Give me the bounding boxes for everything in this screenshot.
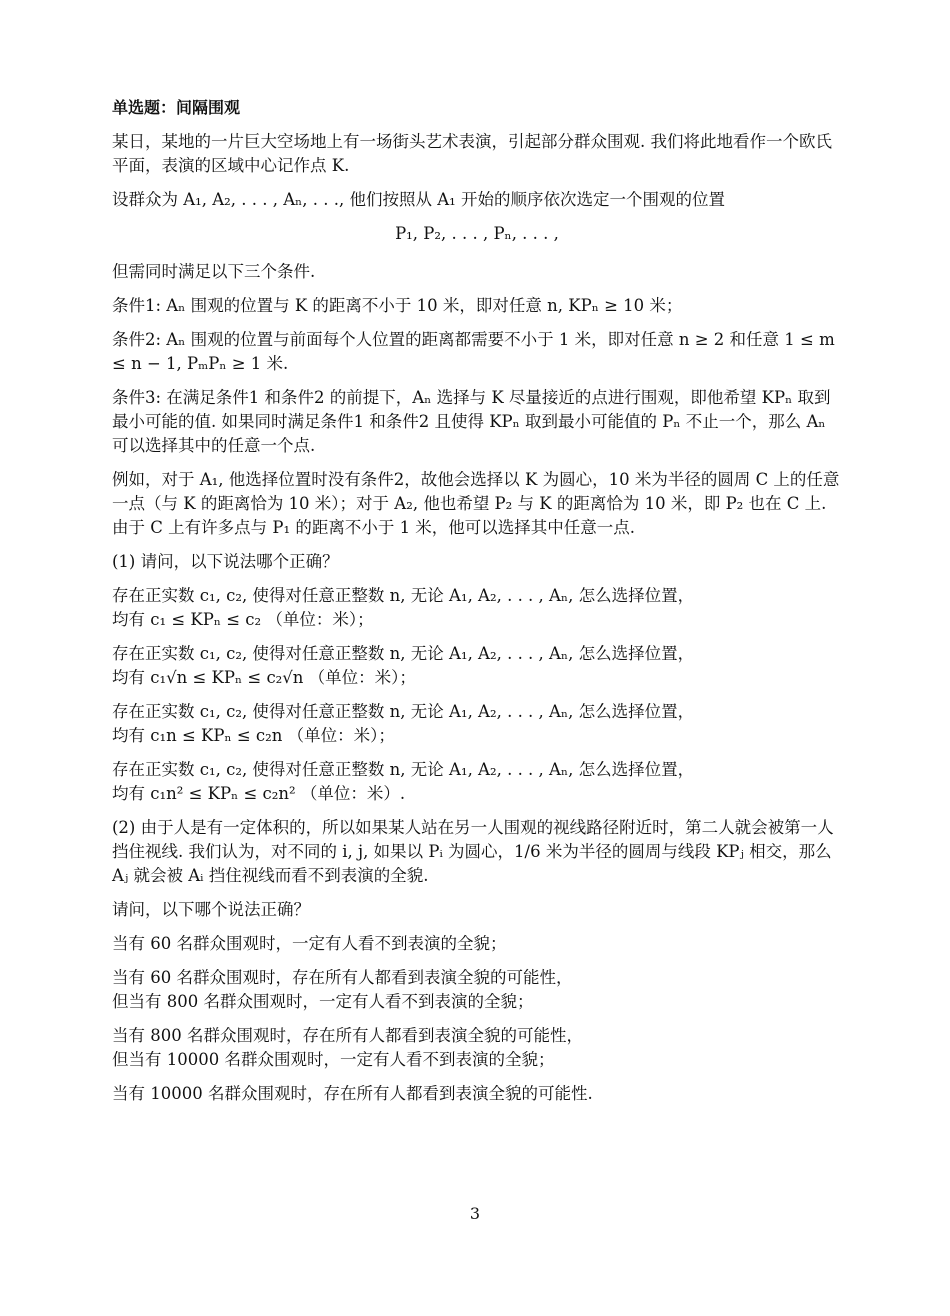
positions-formula: P₁, P₂, . . . , Pₙ, . . . , — [395, 224, 559, 243]
q1-option-c — [112, 700, 842, 748]
q1-option-d-line1: 存在正实数 c₁, c₂, 使得对任意正整数 n, 无论 A₁, A₂, . . . , Aₙ, 怎么选择位置， — [112, 760, 695, 779]
condition-2: 条件2: Aₙ 围观的位置与前面每个人位置的距离都需要不小于 1 米，即对任意 n ≥ 2 和任意 1 ≤ m ≤ n − 1, PₘPₙ ≥ 1 米. — [112, 330, 835, 373]
q2-option-d-line1: 当有 10000 名群众围观时，存在所有人都看到表演全貌的可能性. — [112, 1084, 593, 1103]
q1-option-a-line1: 存在正实数 c₁, c₂, 使得对任意正整数 n, 无论 A₁, A₂, . . . , Aₙ, 怎么选择位置， — [112, 586, 695, 605]
q1-option-d-line2: 均有 c₁n² ≤ KPₙ ≤ c₂n² （单位：米）. — [112, 784, 406, 803]
question-2: (2) 由于人是有一定体积的，所以如果某人站在另一人围观的视线路径附近时，第二人就会被第一人挡住视线. 我们认为，对不同的 i, j, 如果以 Pᵢ 为圆心，1/6 米为半径的圆周与线段 KPⱼ 相交，那么 Aⱼ 就会被 Aᵢ 挡住视线而看不到表演的全貌. — [112, 818, 834, 885]
q1-option-d — [112, 758, 842, 806]
q2-option-d — [112, 1082, 842, 1106]
setup-paragraph: 设群众为 A₁, A₂, . . . , Aₙ, . . ., 他们按照从 A₁ 开始的顺序依次选定一个围观的位置 — [112, 190, 726, 209]
q2-option-c-line1: 当有 800 名群众围观时，存在所有人都看到表演全貌的可能性， — [112, 1026, 583, 1045]
q1-option-a — [112, 584, 842, 632]
q2-option-b-line1: 当有 60 名群众围观时，存在所有人都看到表演全貌的可能性， — [112, 968, 573, 987]
condition-3: 条件3: 在满足条件1 和条件2 的前提下，Aₙ 选择与 K 尽量接近的点进行围观，即他希望 KPₙ 取到最小可能的值. 如果同时满足条件1 和条件2 且使得 KPₙ 取到最小可能值的 Pₙ 不止一个，那么 Aₙ 可以选择其中的任意一个点. — [112, 388, 831, 455]
condition-1: 条件1: Aₙ 围观的位置与 K 的距离不小于 10 米，即对任意 n, KPₙ ≥ 10 米； — [112, 296, 683, 315]
q1-option-b-line1: 存在正实数 c₁, c₂, 使得对任意正整数 n, 无论 A₁, A₂, . . . , Aₙ, 怎么选择位置， — [112, 644, 695, 663]
q1-option-a-line2: 均有 c₁ ≤ KPₙ ≤ c₂ （单位：米）； — [112, 610, 374, 629]
example-paragraph: 例如，对于 A₁, 他选择位置时没有条件2，故他会选择以 K 为圆心，10 米为半径的圆周 C 上的任意一点（与 K 的距离恰为 10 米）；对于 A₂, 他也希望 P₂ 与 K 的距离恰为 10 米，即 P₂ 也在 C 上. 由于 C 上有许多点与 P₁ 的距离不小于 1 米，他可以选择其中任意一点. — [112, 470, 840, 537]
document-page — [112, 96, 842, 1116]
q1-option-c-line2: 均有 c₁n ≤ KPₙ ≤ c₂n （单位：米）； — [112, 726, 395, 745]
question-2-prompt: 请问，以下哪个说法正确？ — [112, 900, 310, 919]
problem-title: 单选题：间隔围观 — [112, 98, 241, 117]
q2-option-c — [112, 1024, 842, 1072]
intro-paragraph: 某日，某地的一片巨大空场地上有一场街头艺术表演，引起部分群众围观. 我们将此地看作一个欧氏平面，表演的区域中心记作点 K. — [112, 132, 832, 175]
q1-option-b-line2: 均有 c₁√n ≤ KPₙ ≤ c₂√n （单位：米）； — [112, 668, 416, 687]
q2-option-a-line1: 当有 60 名群众围观时，一定有人看不到表演的全貌； — [112, 934, 507, 953]
q1-option-c-line1: 存在正实数 c₁, c₂, 使得对任意正整数 n, 无论 A₁, A₂, . . . , Aₙ, 怎么选择位置， — [112, 702, 695, 721]
question-1: (1) 请问，以下说法哪个正确？ — [112, 552, 339, 571]
q2-option-a — [112, 932, 842, 956]
q2-option-b — [112, 966, 842, 1014]
page-number: 3 — [469, 1204, 481, 1223]
q2-option-b-line2: 但当有 800 名群众围观时，一定有人看不到表演的全貌； — [112, 992, 534, 1011]
conditions-intro: 但需同时满足以下三个条件. — [112, 262, 316, 281]
q2-option-c-line2: 但当有 10000 名群众围观时，一定有人看不到表演的全貌； — [112, 1050, 555, 1069]
q1-option-b — [112, 642, 842, 690]
